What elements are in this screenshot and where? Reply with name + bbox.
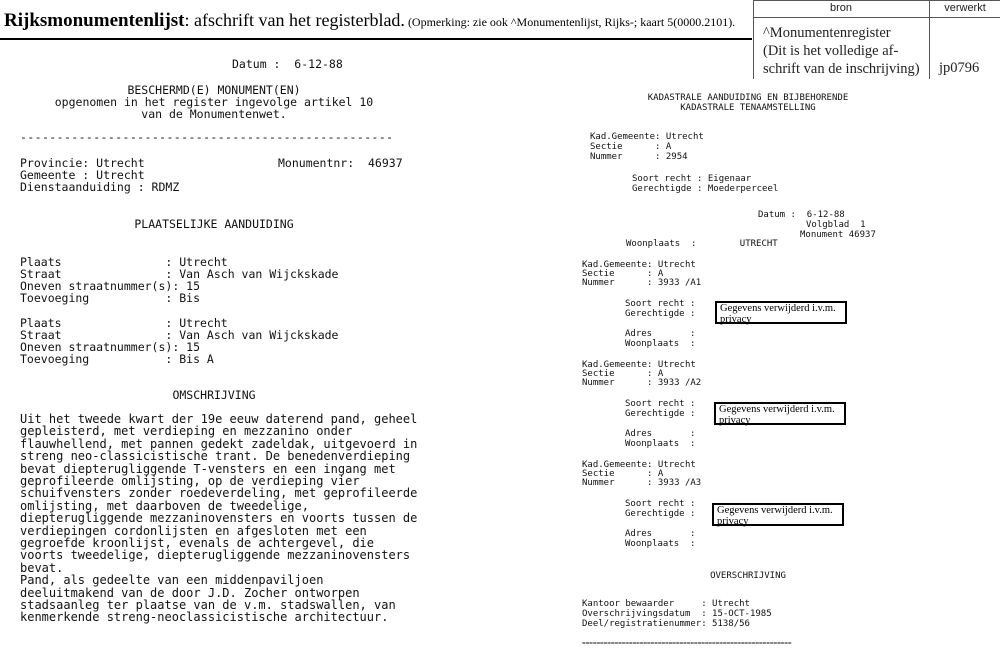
recht-line: Soort recht : Eigenaar xyxy=(632,174,752,184)
title-note: (Opmerking: zie ook ^Monumentenlijst, Rijks-; kaart 5(0000.2101). xyxy=(404,15,736,29)
source-table xyxy=(753,0,1000,79)
recht-line: Soort recht : xyxy=(625,399,696,409)
col-verwerkt: verwerkt xyxy=(944,2,986,14)
address-line: Plaats : Utrecht xyxy=(20,316,228,330)
kad-line: Sectie : A xyxy=(582,269,664,279)
left-heading-3: van de Monumentenwet. xyxy=(141,107,287,121)
title-rest: : afschrift van het registerblad. xyxy=(184,10,405,30)
address-line: Oneven straatnummer(s): 15 xyxy=(20,340,201,354)
monumentnr: Monumentnr: 46937 xyxy=(278,156,403,170)
privacy-box: Gegevens verwijderd i.v.m. privacy xyxy=(714,402,846,425)
adres-line: Woonplaats : xyxy=(625,439,696,449)
kad-line: Nummer : 3933 /A3 xyxy=(582,478,702,488)
kad-line: Nummer : 3933 /A2 xyxy=(582,378,702,388)
bron-line: schrift van de inschrijving) xyxy=(763,61,920,77)
desc-line: streng neo-classicistische trant. De benedenverdieping xyxy=(20,449,411,464)
desc-line: deeluitmakend van de door J.D. Zocher ontworpen xyxy=(20,585,360,600)
left-heading-2: opgenomen in het register ingevolge artikel 10 xyxy=(54,95,374,109)
recht-line: Soort recht : xyxy=(625,499,696,509)
left-heading-1: BESCHERMD(E) MONUMENT(EN) xyxy=(127,83,301,97)
gemeente: Gemeente : Utrecht xyxy=(20,168,145,182)
desc-line: diepterugliggende mezzaninovensters en voorts tussen de xyxy=(20,511,418,526)
desc-line: bevat diepterugliggende T-vensters en een ingang met xyxy=(20,461,396,476)
recht-line: Gerechtigde : xyxy=(625,509,696,519)
footer-line: Deel/registratienummer: 5138/56 xyxy=(582,619,750,629)
adres-line: Adres : xyxy=(625,429,696,439)
verwerkt-value: jp0796 xyxy=(939,60,980,76)
kad-line: Kad.Gemeente: Utrecht xyxy=(590,132,704,142)
col-bron: bron xyxy=(829,2,853,14)
plaatselijke-aanduiding: PLAATSELIJKE AANDUIDING xyxy=(134,217,294,231)
desc-line: gepleisterd, met verdieping en mezzanino onder xyxy=(20,424,353,439)
kad-line: Kad.Gemeente: Utrecht xyxy=(582,260,696,270)
kad-line: Kad.Gemeente: Utrecht xyxy=(582,360,696,370)
volgblad: Volgblad 1 xyxy=(806,220,866,230)
table-top-border xyxy=(753,0,1000,1)
desc-line: voorts tweedelige, diepterugliggende mezzaninovensters xyxy=(20,548,411,563)
desc-line: Pand, als gedeelte van een middenpaviljoen xyxy=(20,573,324,588)
address-line: Oneven straatnummer(s): 15 xyxy=(20,279,201,293)
adres-line: Woonplaats : xyxy=(625,339,696,349)
desc-line: schuifvensters zonder roedeverdeling, met geprofileerde xyxy=(20,486,418,501)
page-header xyxy=(4,10,735,32)
adres-line: Woonplaats : xyxy=(625,539,696,549)
address-line: Toevoeging : Bis A xyxy=(20,352,214,366)
kad-line: Sectie : A xyxy=(582,369,664,379)
kad-line: Nummer : 3933 /A1 xyxy=(582,278,702,288)
desc-line: bevat. xyxy=(20,560,64,575)
left-datum: Datum : 6-12-88 xyxy=(232,57,343,71)
title-bold: Rijksmonumentenlijst xyxy=(4,10,185,31)
privacy-box: Gegevens verwijderd i.v.m. privacy xyxy=(712,503,844,526)
table-header-border xyxy=(753,17,1000,18)
kad-line: Sectie : A xyxy=(590,142,672,152)
desc-line: geprofileerde omlijsting, op de verdieping vier xyxy=(20,474,360,488)
adres-line: Adres : xyxy=(625,529,696,539)
recht-line: Gerechtigde : xyxy=(625,309,696,319)
footer-line: Kantoor bewaarder : Utrecht xyxy=(582,599,750,609)
recht-line: Soort recht : xyxy=(625,299,696,309)
recht-line: Gerechtigde : Moederperceel xyxy=(632,184,779,194)
desc-line: stadsaanleg ter plaatse van de v.m. stadswallen, van xyxy=(20,598,396,612)
recht-line: Gerechtigde : xyxy=(625,409,696,419)
provincie: Provincie: Utrecht xyxy=(20,156,145,170)
equals-rule: ========================================================== xyxy=(582,640,792,647)
desc-line: kenmerkende streng-neoclassicistische architectuur. xyxy=(20,610,389,625)
omschrijving: OMSCHRIJVING xyxy=(172,388,256,402)
address-line: Straat : Van Asch van Wijckskade xyxy=(20,328,339,342)
desc-line: omlijsting, met daarboven de tweedelige, xyxy=(20,498,309,513)
kad-line: Nummer : 2954 xyxy=(590,152,688,162)
overschrijving: OVERSCHRIJVING xyxy=(710,571,786,581)
kad-line: Kad.Gemeente: Utrecht xyxy=(582,460,696,470)
monument-ref: Monument 46937 xyxy=(800,230,876,240)
bron-line: ^Monumentenregister xyxy=(763,25,891,41)
woonplaats-utrecht: Woonplaats : UTRECHT xyxy=(626,239,778,249)
address-line: Straat : Van Asch van Wijckskade xyxy=(20,267,339,281)
header-rule xyxy=(0,38,752,40)
desc-line: flauwhellend, met pannen gedekt zadeldak, uitgevoerd in xyxy=(20,436,418,451)
address-line: Toevoeging : Bis xyxy=(20,291,201,305)
desc-line: Uit het tweede kwart der 19e eeuw daterend pand, geheel xyxy=(20,412,418,426)
right-heading-1: KADASTRALE AANDUIDING EN BIJBEHORENDE xyxy=(647,93,849,103)
bron-line: (Dit is het volledige af- xyxy=(763,43,899,59)
adres-line: Adres : xyxy=(625,329,696,339)
privacy-box: Gegevens verwijderd i.v.m. privacy xyxy=(715,301,847,324)
kad-line: Sectie : A xyxy=(582,469,664,479)
desc-line: gegroefde kroonlijst, evenals de achtergevel, die xyxy=(20,536,375,550)
dienstaanduiding: Dienstaanduiding : RDMZ xyxy=(20,180,180,194)
left-dash-rule: --------------------------------------------------- xyxy=(20,130,394,144)
footer-line: Overschrijvingsdatum : 15-OCT-1985 xyxy=(582,609,772,619)
right-heading-2: KADASTRALE TENAAMSTELLING xyxy=(680,103,816,113)
desc-line: verdiepingen cordonlijsten en afgesloten met een xyxy=(20,523,367,538)
bron-value xyxy=(763,24,920,78)
address-line: Plaats : Utrecht xyxy=(20,255,228,269)
right-datum: Datum : 6-12-88 xyxy=(758,210,845,220)
